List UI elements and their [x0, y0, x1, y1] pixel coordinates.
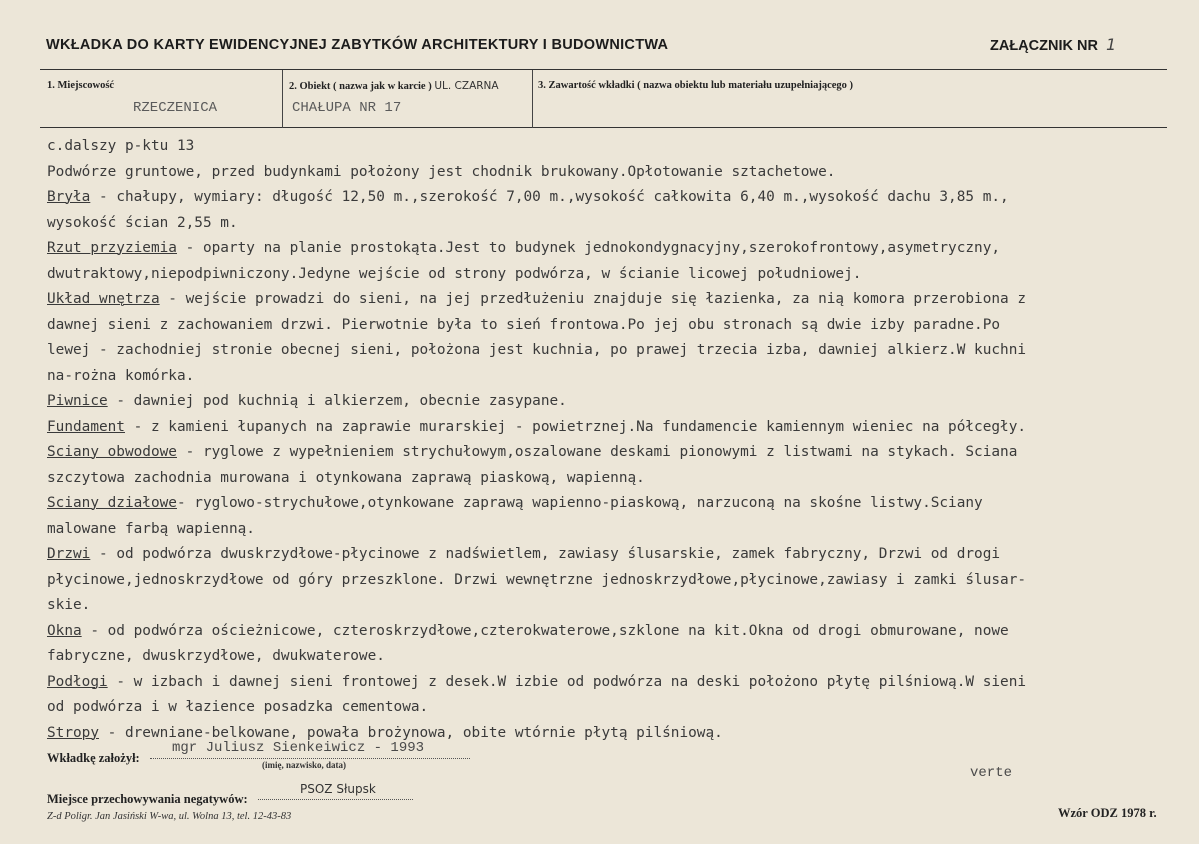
field-divider-1 — [282, 70, 283, 128]
field-2-label-text: 2. Obiekt ( nazwa jak w karcie ) — [289, 81, 432, 92]
annex-label — [990, 35, 1116, 54]
text-span: - ryglowo-strychułowe,otynkowane zaprawą wapienno-piaskową, narzuconą na skośne listwy.Sciany — [176, 495, 983, 511]
founded-by-dotted-line — [150, 758, 470, 759]
section-heading: Sciany działowe — [47, 495, 177, 511]
field-divider-2 — [532, 70, 533, 128]
verte-note: verte — [970, 765, 1013, 781]
field-1-label: 1. Miejscowość — [47, 80, 115, 91]
text-line — [47, 189, 1177, 215]
text-span: - oparty na planie prostokąta.Jest to budynek jednokondygnacyjny,szerokofrontowy,asymetryczny, — [176, 240, 1001, 256]
annex-label-text: ZAŁĄCZNIK NR — [990, 38, 1098, 54]
section-heading: Drzwi — [47, 546, 91, 562]
text-span: - w izbach i dawnej sieni frontowej z desek.W izbie od podwórza na deski położono płytę pilśniową.W sieni — [107, 673, 1027, 690]
text-span: - od podwórza ościeżnicowe, czteroskrzydłowe,czterokwaterowe,szklone na kit.Okna od drogi obmurowane, nowe — [81, 622, 1009, 639]
text-span: - ryglowe z wypełnieniem strychułowym,oszalowane deskami pionowymi z listwami na stykach. Sciana — [176, 444, 1018, 460]
section-heading: Układ wnętrza — [47, 291, 160, 307]
top-rule — [40, 69, 1167, 70]
founded-by-caption: (imię, nazwisko, data) — [262, 760, 346, 770]
text-line: szczytowa zachodnia murowana i otynkowana zaprawą piaskową, wapienną. — [47, 469, 645, 486]
text-span: - wejście prowadzi do sieni, na jej przedłużeniu znajduje się łazienka, za nią komora przerobiona z — [159, 291, 1027, 307]
text-line: od podwórza i w łazience posadzka cementowa. — [47, 699, 429, 715]
field-3-label: 3. Zawartość wkładki ( nazwa obiektu lub materiału uzupełniającego ) — [538, 80, 854, 91]
text-line — [47, 495, 1177, 521]
text-line: fabryczne, dwuskrzydłowe, dwukwaterowe. — [47, 648, 385, 664]
annex-number: 1 — [1105, 35, 1117, 54]
text-line: płycinowe,jednoskrzydłowe od góry przeszklone. Drzwi wewnętrzne jednoskrzydłowe,płycinowe,zawiasy i zamki ślusar- — [47, 571, 1027, 588]
founded-by-value: mgr Juliusz Sienkeiwicz - 1993 — [172, 740, 425, 756]
text-line — [47, 444, 1177, 470]
text-line: Podwórze gruntowe, przed budynkami położony jest chodnik brukowany.Opłotowanie sztachetowe. — [47, 163, 836, 180]
founded-by-label: Wkładkę założył: — [47, 751, 140, 765]
text-span: - z kamieni łupanych na zaprawie murarskiej - powietrznej.Na fundamencie kamiennym wieniec na półcegły. — [124, 418, 1027, 435]
text-span: - drewniane-belkowane, powała brożynowa, obite wtórnie płytą pilśniową. — [98, 724, 723, 741]
section-heading: Rzut przyziemia — [47, 240, 177, 256]
text-line — [47, 623, 1177, 649]
section-heading: Okna — [47, 622, 82, 639]
text-line: wysokość ścian 2,55 m. — [47, 214, 238, 231]
description-text — [47, 138, 1177, 750]
text-line: skie. — [47, 597, 91, 613]
negatives-location-value: PSOZ Słupsk — [300, 782, 376, 796]
text-line: malowane farbą wapienną. — [47, 520, 255, 537]
text-line — [47, 291, 1177, 317]
field-1-value: RZECZENICA — [133, 100, 218, 116]
text-line — [47, 674, 1177, 700]
section-heading: Sciany obwodowe — [47, 444, 177, 460]
section-heading: Podłogi — [47, 673, 108, 690]
text-line — [47, 546, 1177, 572]
text-line: dawnej sieni z zachowaniem drzwi. Pierwotnie była to sień frontowa.Po jej obu stronach są dwie izby paradne.Po — [47, 316, 1001, 333]
negatives-dotted-line — [258, 799, 413, 800]
section-heading: Bryła — [47, 189, 91, 205]
text-line: na-rożna komórka. — [47, 367, 195, 384]
text-line: dwutraktowy,niepodpiwniczony.Jedyne wejście od strony podwórza, w ścianie licowej południowej. — [47, 265, 862, 282]
printer-imprint: Z-d Poligr. Jan Jasiński W-wa, ul. Wolna 13, tel. 12-43-83 — [47, 811, 292, 822]
text-line: lewej - zachodniej stronie obecnej sieni, położona jest kuchnia, po prawej trzecia izba, dawniej alkierz.W kuchni — [47, 342, 1027, 358]
text-span: - dawniej pod kuchnią i alkierzem, obecnie zasypane. — [107, 393, 567, 409]
text-line — [47, 419, 1177, 445]
card-title: WKŁADKA DO KARTY EWIDENCYJNEJ ZABYTKÓW ARCHITEKTURY I BUDOWNICTWA — [46, 37, 669, 53]
text-span: - od podwórza dwuskrzydłowe-płycinowe z nadświetlem, zawiasy ślusarskie, zamek fabryczny, Drzwi od drogi — [90, 546, 1001, 562]
form-number: Wzór ODZ 1978 r. — [1058, 806, 1157, 820]
text-line — [47, 240, 1177, 266]
fields-bottom-rule — [40, 127, 1167, 128]
field-2-value: CHAŁUPA NR 17 — [292, 100, 402, 116]
field-2-handwritten: UL. CZARNA — [434, 80, 499, 92]
text-span: - chałupy, wymiary: długość 12,50 m.,szerokość 7,00 m.,wysokość całkowita 6,40 m.,wysokość dachu 3,85 m., — [90, 189, 1009, 205]
field-2-label — [289, 80, 499, 92]
section-heading: Piwnice — [47, 393, 108, 409]
text-line: c.dalszy p-ktu 13 — [47, 138, 195, 154]
section-heading: Fundament — [47, 418, 125, 435]
section-heading: Stropy — [47, 724, 99, 741]
negatives-location-label: Miejsce przechowywania negatywów: — [47, 792, 248, 806]
text-line — [47, 393, 1177, 419]
